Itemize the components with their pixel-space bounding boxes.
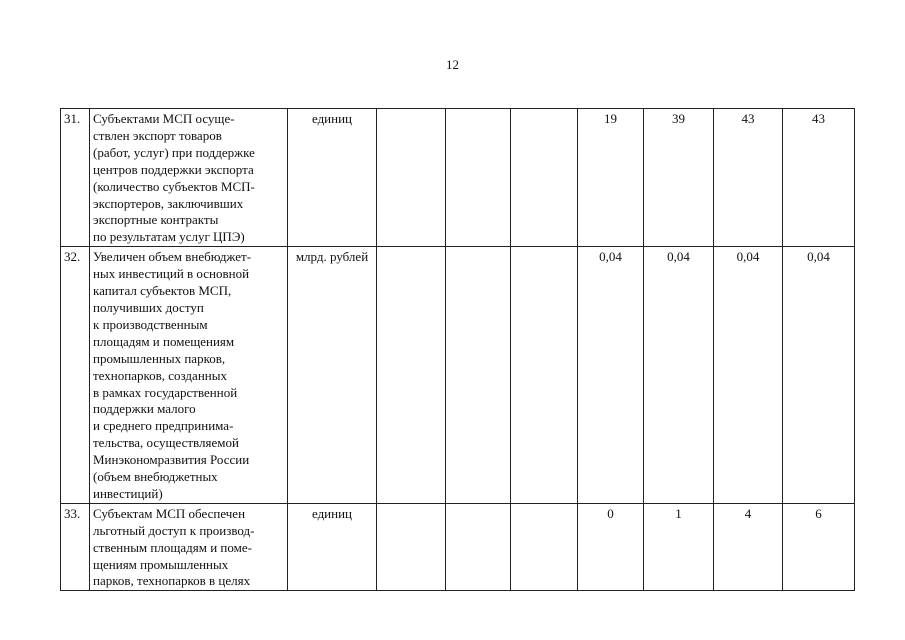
unit-cell: единиц (288, 503, 377, 591)
indicator-description (90, 247, 288, 504)
value-cell: 4 (714, 503, 783, 591)
description-line: получивших доступ (93, 299, 204, 315)
description-line: Субъектам МСП обеспечен (93, 505, 246, 521)
page-number: 12 (446, 57, 459, 72)
value-cell (511, 109, 578, 247)
description-line: льготный доступ к производ- (93, 522, 255, 538)
description-line: в рамках государственной (93, 384, 238, 400)
value-cell: 0,04 (783, 247, 855, 504)
description-line: капитал субъектов МСП, (93, 283, 232, 299)
row-number: 32. (61, 247, 90, 504)
value-cell (446, 109, 511, 247)
description-line: центров поддержки экспорта (93, 161, 254, 177)
value-cell (377, 503, 446, 591)
description-line: Минэкономразвития России (93, 452, 250, 468)
value-cell (511, 503, 578, 591)
description-line: поддержки малого (93, 401, 196, 417)
table-row (61, 247, 855, 504)
indicator-description (90, 109, 288, 247)
table-row (61, 503, 855, 591)
value-cell: 0,04 (578, 247, 644, 504)
value-cell: 19 (578, 109, 644, 247)
description-line: Субъектами МСП осуще- (93, 111, 235, 126)
description-line: к производственным (93, 316, 208, 332)
value-cell: 0 (578, 503, 644, 591)
value-cell: 39 (644, 109, 714, 247)
value-cell (446, 503, 511, 591)
description-line: площадям и помещениям (93, 333, 235, 349)
description-line: ственным площадям и поме- (93, 539, 252, 555)
value-cell (511, 247, 578, 504)
description-line: экспортеров, заключивших (93, 195, 244, 211)
row-number: 31. (61, 109, 90, 247)
value-cell: 1 (644, 503, 714, 591)
description-line: экспортные контракты (93, 212, 219, 228)
value-cell (377, 109, 446, 247)
value-cell: 0,04 (714, 247, 783, 504)
description-line: ствлен экспорт товаров (93, 127, 222, 143)
description-line: тельства, осуществляемой (93, 435, 239, 451)
unit-cell: млрд. рублей (288, 247, 377, 504)
description-line: и среднего предпринима- (93, 418, 234, 434)
description-line: инвестиций) (93, 485, 163, 501)
value-cell: 43 (783, 109, 855, 247)
description-line: Увеличен объем внебюджет- (93, 249, 252, 265)
indicators-table (60, 108, 855, 591)
description-line: ных инвестиций в основной (93, 266, 250, 282)
description-line: парков, технопарков в целях (93, 573, 251, 589)
table-row (61, 109, 855, 247)
description-line: щениям промышленных (93, 556, 229, 572)
description-line: по результатам услуг ЦПЭ) (93, 229, 245, 245)
value-cell: 6 (783, 503, 855, 591)
value-cell: 43 (714, 109, 783, 247)
description-line: (объем внебюджетных (93, 469, 218, 485)
description-line: технопарков, созданных (93, 367, 227, 383)
value-cell (377, 247, 446, 504)
description-line: (количество субъектов МСП- (93, 178, 255, 194)
row-number: 33. (61, 503, 90, 591)
value-cell: 0,04 (644, 247, 714, 504)
unit-cell: единиц (288, 109, 377, 247)
indicator-description (90, 503, 288, 591)
value-cell (446, 247, 511, 504)
description-line: промышленных парков, (93, 350, 226, 366)
description-line: (работ, услуг) при поддержке (93, 144, 255, 160)
